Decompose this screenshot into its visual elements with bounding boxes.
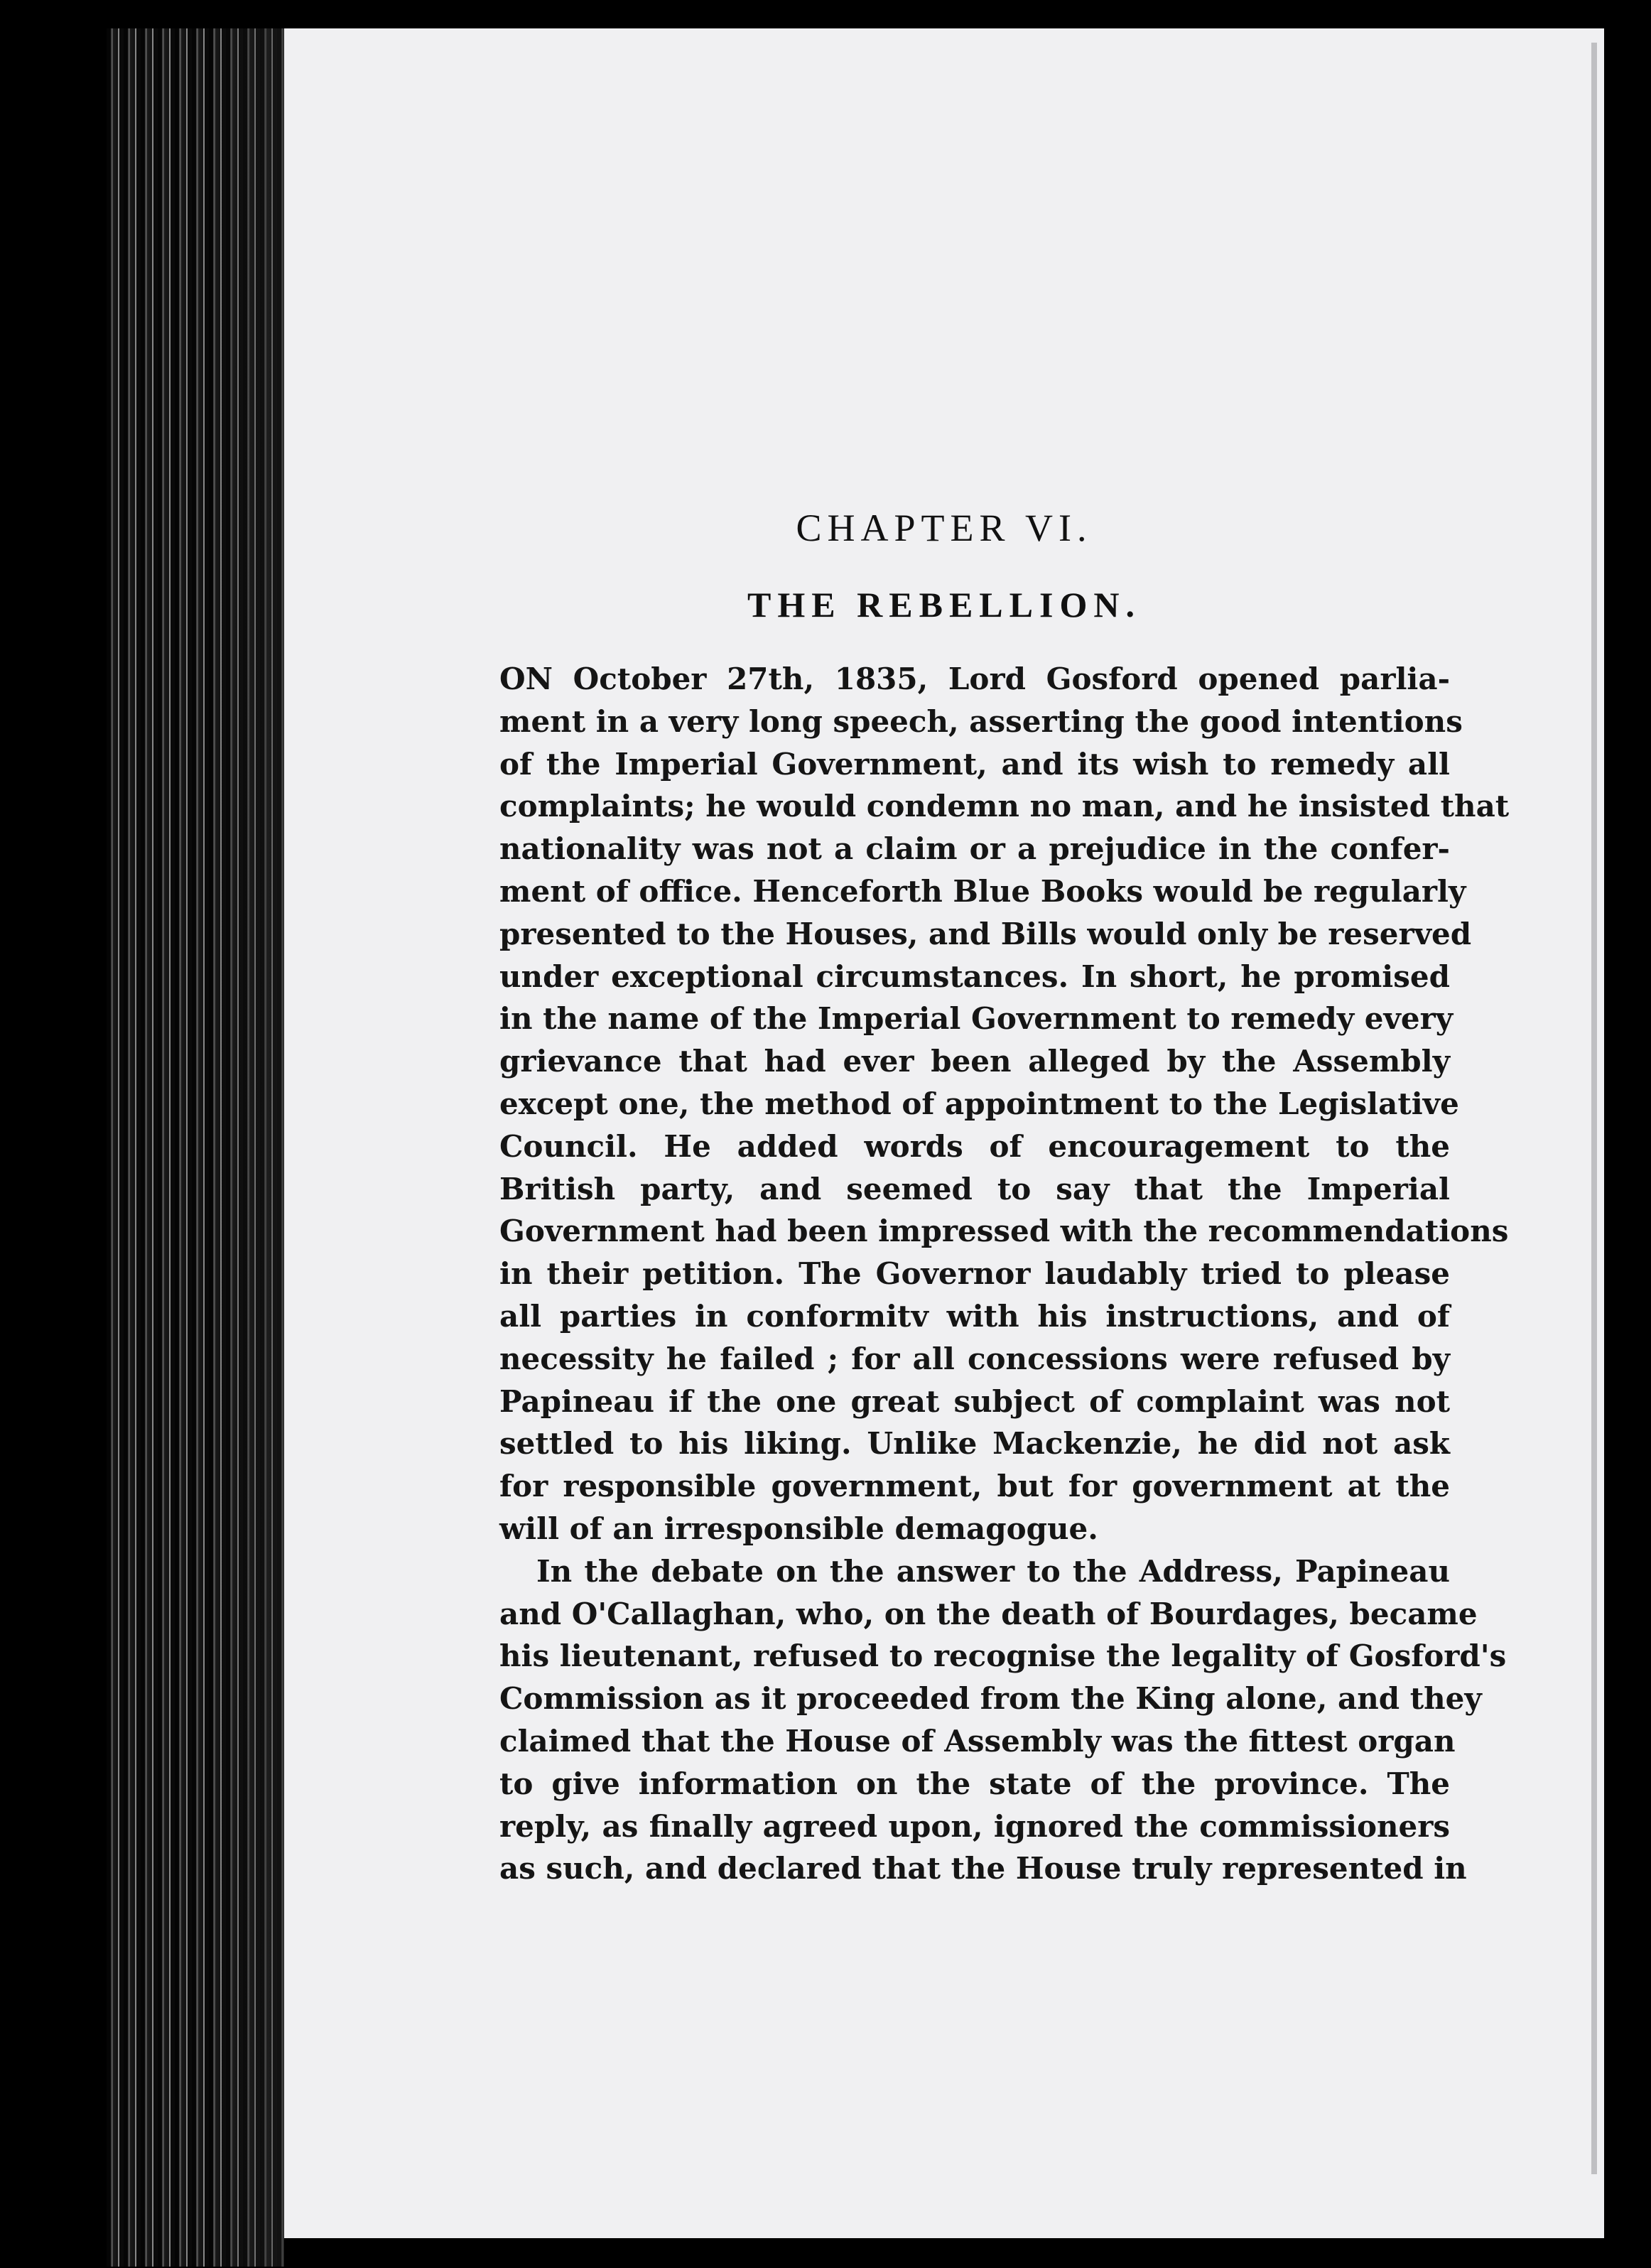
text-line: claimed that the House of Assembly was the fittest organ xyxy=(499,1723,1456,1759)
text-line: in the name of the Imperial Government to remedy every xyxy=(499,1001,1454,1037)
text-line: ON October 27th, 1835, Lord Gosford opened parlia- xyxy=(499,662,1450,696)
text-line: to give information on the state of the province. The xyxy=(499,1766,1450,1801)
text-line: nationality was not a claim or a prejudice in the confer- xyxy=(499,831,1450,867)
text-line: Council. He added words of encouragement to the xyxy=(499,1128,1450,1164)
text-line: under exceptional circumstances. In short, he promised xyxy=(499,958,1450,994)
chapter-body xyxy=(499,658,1510,1890)
paragraph-1 xyxy=(499,658,1510,1550)
text-line: complaints; he would condemn no man, and he insisted that xyxy=(499,789,1510,824)
text-line: Papineau if the one great subject of complaint was not xyxy=(499,1383,1450,1419)
text-line: British party, and seemed to say that the Imperial xyxy=(499,1171,1450,1206)
text-line: as such, and declared that the House truly represented in xyxy=(499,1851,1467,1886)
text-line: necessity he failed ; for all concessions were refused by xyxy=(499,1341,1450,1376)
text-line: grievance that had ever been alleged by the Assembly xyxy=(499,1044,1450,1079)
chapter-title: THE REBELLION. xyxy=(747,585,1141,625)
text-line: all parties in conformitv with his instructions, and of xyxy=(499,1298,1450,1334)
text-line: reply, as finally agreed upon, ignored the commissioners xyxy=(499,1808,1450,1844)
text-line: and O'Callaghan, who, on the death of Bourdages, became xyxy=(499,1596,1478,1631)
text-line: for responsible government, but for government at the xyxy=(499,1469,1450,1504)
text-line: Government had been impressed with the recommendations xyxy=(499,1214,1509,1249)
text-line: his lieutenant, refused to recognise the legality of Gosford's xyxy=(499,1638,1507,1674)
page-gutter-shadow xyxy=(213,28,284,2267)
text-line: Commission as it proceeded from the King alone, and they xyxy=(499,1681,1482,1717)
right-margin-border xyxy=(1604,28,1651,2268)
text-line: will of an irresponsible demagogue. xyxy=(499,1511,1098,1546)
text-line: settled to his liking. Unlike Mackenzie, he did not ask xyxy=(499,1426,1450,1462)
text-line: of the Imperial Government, and its wish to remedy all xyxy=(499,746,1450,782)
facing-page-edge xyxy=(1591,43,1597,2174)
text-line: in their petition. The Governor laudably tried to please xyxy=(499,1256,1450,1292)
paragraph-2 xyxy=(499,1550,1507,1890)
text-line: In the debate on the answer to the Address, Papineau xyxy=(536,1553,1450,1589)
text-line: except one, the method of appointment to the Legislative xyxy=(499,1086,1459,1121)
text-line: presented to the Houses, and Bills would only be reserved xyxy=(499,916,1472,951)
text-line: ment of office. Henceforth Blue Books would be regularly xyxy=(499,873,1466,909)
chapter-number: CHAPTER VI. xyxy=(796,507,1093,549)
text-line: ment in a very long speech, asserting the good intentions xyxy=(499,703,1463,739)
